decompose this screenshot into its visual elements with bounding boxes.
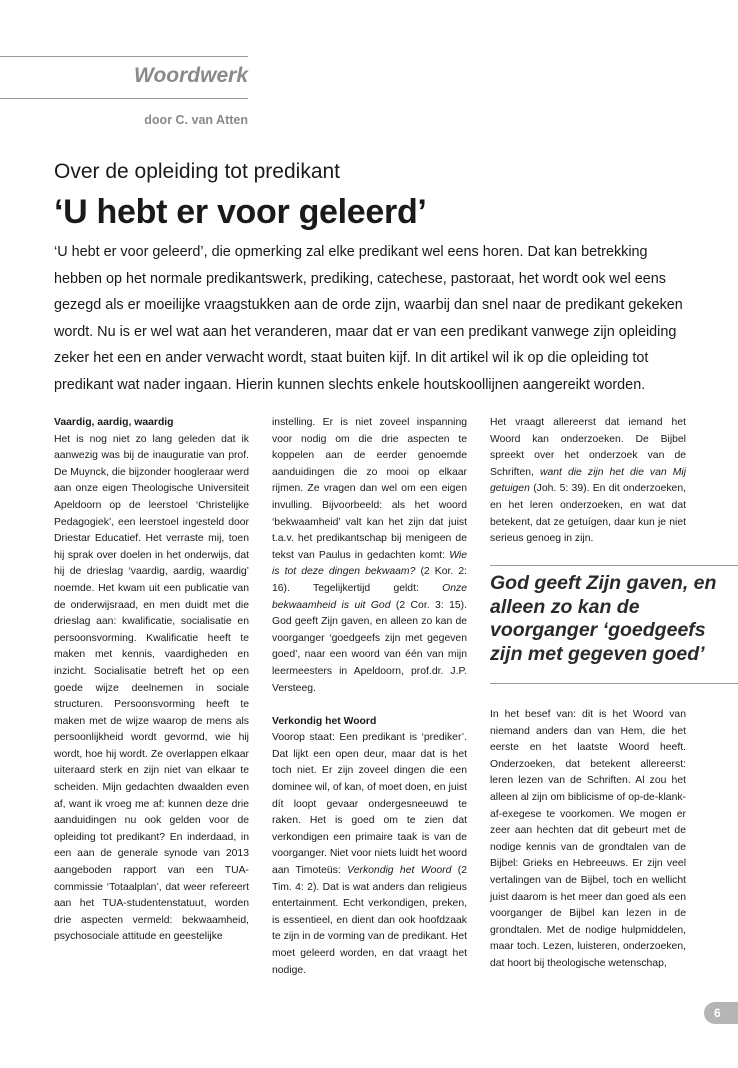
- column-2: [272, 415, 467, 979]
- column-3-bottom: [490, 707, 686, 973]
- header-bottom-rule: [0, 98, 248, 99]
- column-3-paragraph-1: [490, 415, 686, 548]
- bible-quote-verkondig: Verkondig het Woord: [347, 865, 452, 877]
- column-2-text-d: Voorop staat: Een predikant is ‘prediker’. Dat lijkt een open deur, maar dat is het toch niet. Er zijn zoveel dingen die een dominee wil, of kan, of moet doen, en juist dít loopt gevaar ondergesneeuwd te raken. Het is goed om te zien dat verkondigen een primaire taak is van de voorganger. Niet voor niets luidt het woord aan Timoteüs:: [272, 732, 467, 877]
- pull-quote-bottom-rule: [490, 683, 738, 684]
- header-top-rule: [0, 56, 248, 57]
- page-number: 6: [704, 1002, 738, 1024]
- article-subtitle: Over de opleiding tot predikant: [54, 160, 341, 183]
- article-title: ‘U hebt er voor geleerd’: [54, 193, 427, 231]
- column-3-top: [490, 415, 686, 548]
- pull-quote-top-rule: [490, 565, 738, 566]
- column-1-text: Het is nog niet zo lang geleden dat ik aanwezig was bij de inauguratie van prof. De Muynck, die bijzonder hoogleraar werd aan onze eigen Theologische Universiteit Apeldoorn op de leerstoel ‘Christelijke Pedagogiek’, een leerstoel ingesteld door Driestar Educatief. Het verraste mij, toen hij sprak over doelen in het onderwijs, dat hij de drieslag ‘vaardig, aardig, waardig’ noemde. Het kwam uit een publicatie van de onderwijsraad, en men duidt met die drieslag aan: kwalificatie, socialisatie en persoonsvorming. Kwalificatie heeft te maken met kennis, vaardigheden en inzicht. Socialisatie betreft het op een goede wijze deelnemen in sociale structuren. Persoonsvorming heeft te maken met de wijze waarop de mens als persoonlijkheid wordt gevormd, wie hij wordt, hoe hij wordt. Ze overlappen elkaar uiteraard sterk en zijn niet van elkaar te scheiden. Mijn gedachten dwaalden even af, want ik vroeg me af: kunnen deze drie aanduidingen nu ook gelden voor de opleiding tot predikant? En inderdaad, in een aan de generale synode van 2013 aangeboden rapport van een TUA-commissie ‘Totaalplan’, dat weer refereert aan het TUA-studentenstatuut, worden drie aspecten vermeld: bekwaamheid, psychosociale attitude en geestelijke: [54, 433, 249, 943]
- column-1: [54, 415, 249, 946]
- column-3-text-a: Het vraagt allereerst dat iemand het Woord kan onderzoeken. De Bijbel spreekt over het onderzoek van de Schriften,: [490, 417, 686, 478]
- column-2-text-c: (2 Cor. 3: 15). God geeft Zijn gaven, en alleen zo kan de voorganger ‘goedgeefs zijn met gegeven goed’, naar een woord van één van mijn leermeesters in Apeldoorn, prof.dr. J.P. Versteeg.: [272, 599, 467, 694]
- column-2-text-a: instelling. Er is niet zoveel inspanning voor nodig om die drie aspecten te koppelen aan de eerder genoemde aanduidingen die zo mooi op elkaar rijmen. Ze vragen dan wel om een eigen invulling. Bijvoorbeeld: als het woord ‘bekwaamheid’ valt kan het zijn dat juist t.a.v. het predikantschap bij menigeen de tekst van Paulus in gedachten komt:: [272, 417, 467, 561]
- bible-quote-onze-bekwaamheid: Onze bekwaamheid is uit God: [272, 582, 467, 611]
- column-2-text-e: (2 Tim. 4: 2). Dat is wat anders dan religieus entertainment. Echt verkondigen, preken, is essentieel, en dient dan ook hoofdzaak te zijn in de vorming van de predikant. Het moet geleerd worden, en dat vraagt het nodige.: [272, 865, 468, 976]
- column-3-text-b: (Joh. 5: 39). En dit onderzoeken, en het leren onderzoeken, en wat dat betekent, dat ze getuígen, daar kun je niet serieus genoeg in zijn.: [490, 483, 687, 545]
- bible-quote-bekwaam: Wie is tot deze dingen bekwaam?: [272, 549, 467, 578]
- pull-quote: God geeft Zijn gaven, en alleen zo kan de voorganger ‘goedgeefs zijn met gegeven goed’: [490, 572, 717, 665]
- bible-quote-getuigen: want die zijn het die van Mij getuigen: [490, 466, 687, 495]
- section-heading-vaardig: Vaardig, aardig, waardig: [54, 417, 174, 428]
- section-heading-verkondig: Verkondig het Woord: [272, 715, 377, 727]
- article-intro: ‘U hebt er voor geleerd’, die opmerking zal elke predikant wel eens horen. Dat kan betrekking hebben op het normale predikantswerk, prediking, catechese, pastoraat, het wordt ook wel eens gezegd als er moeilijke vraagstukken aan de orde zijn, waarbij dan snel naar de predikant gekeken wordt. Nu is er wel wat aan het veranderen, maar dat er van een predikant vanwege zijn opleiding zeker het een en ander verwacht wordt, staat buiten kijf. In dit artikel wil ik op die opleiding tot predikant wat nader ingaan. Hierin kunnen slechts enkele houtskoollijnen aangereikt worden.: [54, 244, 683, 393]
- column-2-paragraph-1: [272, 415, 467, 697]
- section-title: Woordwerk: [134, 64, 248, 87]
- byline: door C. van Atten: [144, 113, 248, 127]
- column-2-text-b: (2 Kor. 2: 16). Tegelijkertijd geldt:: [272, 566, 467, 594]
- column-3-paragraph-2: In het besef van: dit is het Woord van niemand anders dan van Hem, die het eerste en het laatste Woord heeft. Onderzoeken, dat betekent allereerst: leren lezen van de Schriften. Al zou het alleen al zijn om biblicisme of op-de-klank-af-exegese te voorkomen. We mogen er zeer aan hechten dat dit gebeurt met de nodige kennis van de grondtalen van de Bijbel: Grieks en Hebreeuws. Er zijn veel vertalingen van de Bijbel, toch en wellicht juist daarom is het meer dan goed als een voorganger de Bijbel kan lezen in de grondtalen. Met de nodige hulpmiddelen, maar toch. Lezen, luisteren, onderzoeken, dat hoort bij theologische wetenschap,: [490, 709, 686, 969]
- column-2-paragraph-2: [272, 730, 467, 979]
